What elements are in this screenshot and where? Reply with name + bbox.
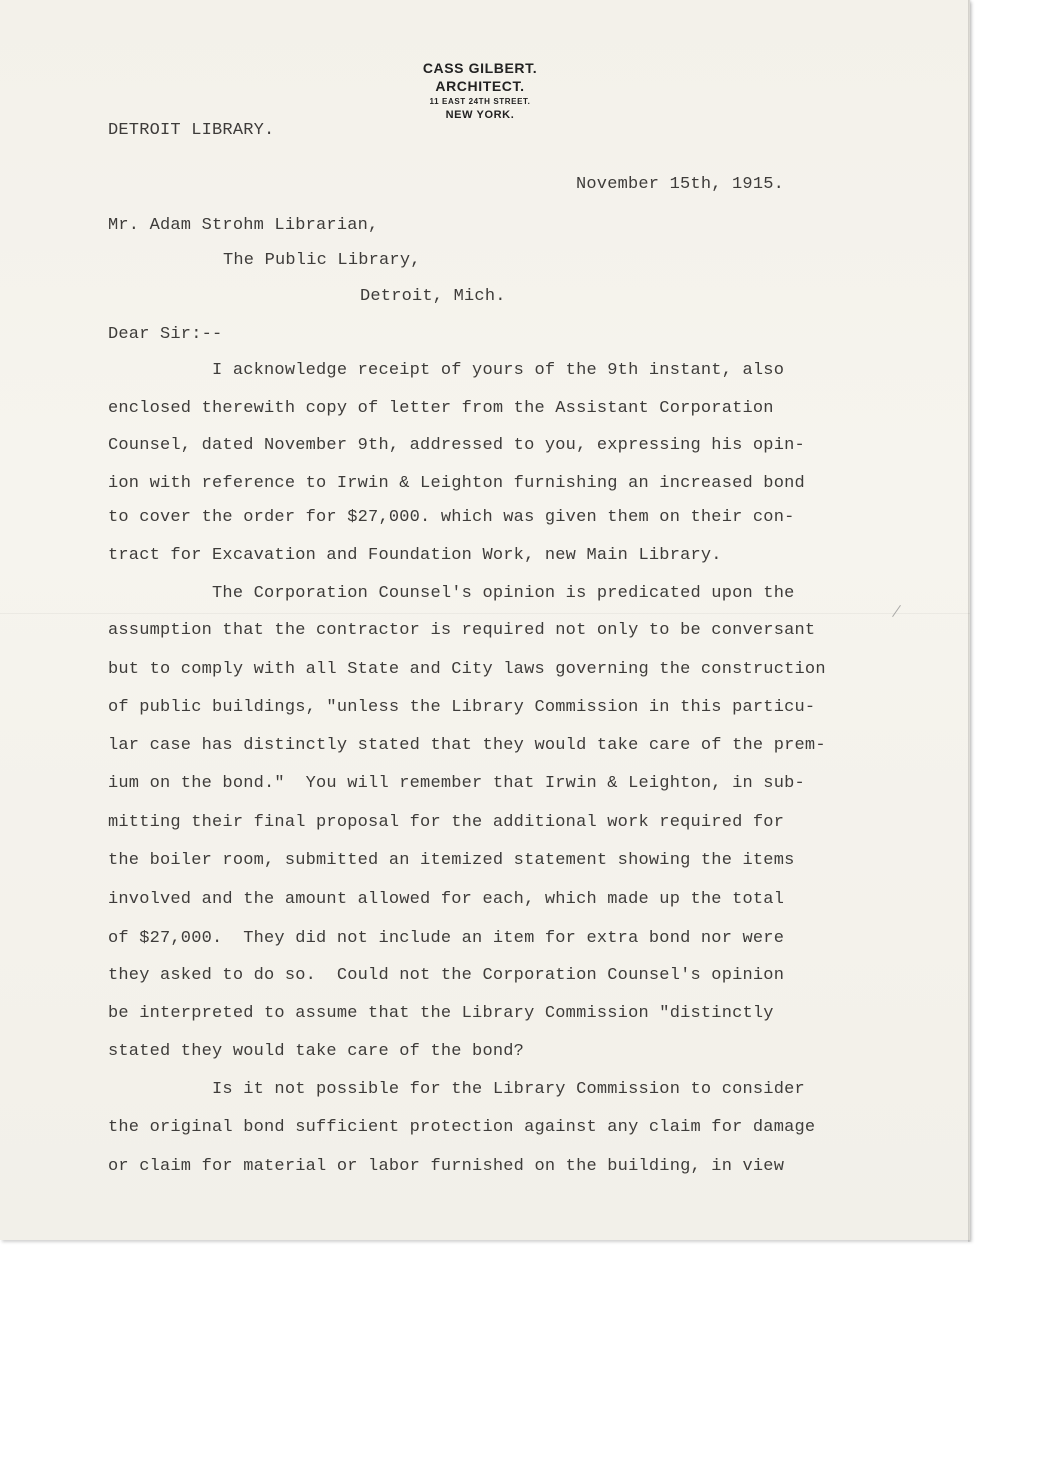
recipient-line-1: Mr. Adam Strohm Librarian, bbox=[108, 216, 379, 235]
body-line: the original bond sufficient protection against any claim for damage bbox=[108, 1118, 816, 1137]
letterhead-title: ARCHITECT. bbox=[435, 77, 525, 94]
body-line: to cover the order for $27,000. which was given them on their con- bbox=[108, 508, 795, 527]
paper-fold-line bbox=[0, 613, 970, 614]
letterhead-name: CASS GILBERT. bbox=[422, 60, 538, 76]
body-line: but to comply with all State and City laws governing the construction bbox=[108, 660, 826, 679]
body-line: tract for Excavation and Foundation Work, new Main Library. bbox=[108, 546, 722, 565]
letterhead-city: NEW YORK. bbox=[445, 109, 515, 121]
body-line: of $27,000. They did not include an item for extra bond nor were bbox=[108, 929, 785, 948]
body-line: they asked to do so. Could not the Corporation Counsel's opinion bbox=[108, 966, 785, 985]
letter-date: November 15th, 1915. bbox=[576, 175, 785, 194]
body-line: Counsel, dated November 9th, addressed to you, expressing his opin- bbox=[108, 436, 805, 455]
letterhead-street: 11 EAST 24TH STREET. bbox=[429, 97, 531, 106]
body-line: I acknowledge receipt of yours of the 9th instant, also bbox=[108, 361, 785, 380]
body-line: mitting their final proposal for the additional work required for bbox=[108, 813, 785, 832]
file-reference: DETROIT LIBRARY. bbox=[108, 121, 275, 140]
body-line: of public buildings, "unless the Library Commission in this particu- bbox=[108, 698, 816, 717]
body-line: ion with reference to Irwin & Leighton furnishing an increased bond bbox=[108, 474, 805, 493]
body-line: The Corporation Counsel's opinion is predicated upon the bbox=[108, 584, 795, 603]
letterhead bbox=[380, 60, 580, 123]
recipient-line-2: The Public Library, bbox=[223, 251, 421, 270]
body-line: stated they would take care of the bond? bbox=[108, 1042, 525, 1061]
paper-edge-shadow bbox=[968, 0, 972, 1242]
body-line: ium on the bond." You will remember that Irwin & Leighton, in sub- bbox=[108, 774, 805, 793]
body-line: Is it not possible for the Library Commission to consider bbox=[108, 1080, 805, 1099]
body-line: or claim for material or labor furnished on the building, in view bbox=[108, 1157, 785, 1176]
body-line: be interpreted to assume that the Library Commission "distinctly bbox=[108, 1004, 774, 1023]
body-line: lar case has distinctly stated that they would take care of the prem- bbox=[108, 736, 826, 755]
salutation: Dear Sir:-- bbox=[108, 325, 223, 344]
body-line: enclosed therewith copy of letter from the Assistant Corporation bbox=[108, 399, 774, 418]
recipient-line-3: Detroit, Mich. bbox=[360, 287, 506, 306]
body-line: the boiler room, submitted an itemized statement showing the items bbox=[108, 851, 795, 870]
body-line: involved and the amount allowed for each, which made up the total bbox=[108, 890, 785, 909]
body-line: assumption that the contractor is required not only to be conversant bbox=[108, 621, 816, 640]
